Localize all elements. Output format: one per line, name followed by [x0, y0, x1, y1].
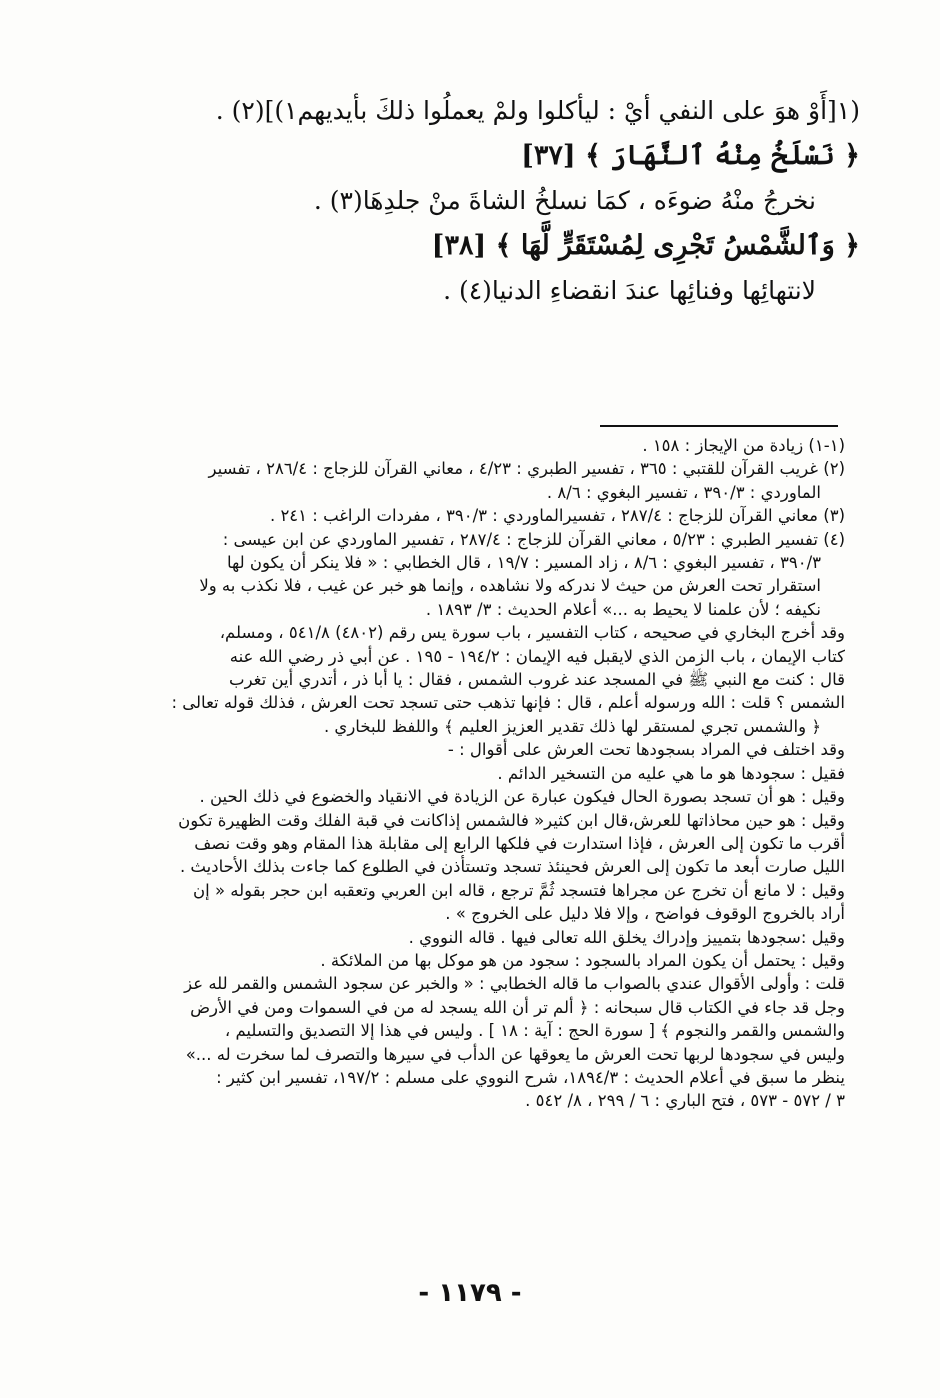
main-text	[60, 88, 860, 313]
footnote-line: ﴿ والشمس تجري لمستقر لها ذلك تقدير العزيز العليم ﴾ واللفظ للبخاري .	[323, 716, 821, 736]
footnote-line: وقيل : هو حين محاذاتها للعرش،قال ابن كثير« فالشمس إذاكانت في قبة الفلك وقت الظهيرة تكون	[178, 810, 845, 830]
footnote-line: وليس في سجودها لربها تحت العرش ما يعوقها عن الدأب في سيرها والتصرف لما سخرت له ...»	[185, 1044, 845, 1064]
main-text-line: نخرجُ منْهُ ضوءَه ، كمَا نسلخُ الشاةَ منْ جلدِهَا(٣) .	[313, 186, 816, 215]
footnote-line: أراد بالخروج الوقوف فواضح ، وإلا فلا دليل على الخروج » .	[445, 904, 845, 924]
footnote-line: (٤) تفسير الطبري : ٥/٢٣ ، معاني القرآن للزجاج : ٢٨٧/٤ ، تفسير الماوردي عن ابن عيسى :	[222, 529, 845, 549]
footnote-separator	[600, 425, 838, 427]
footnote-line: وجل قد جاء في الكتاب قال سبحانه : ﴿ ألم تر أن الله يسجد له من في السموات ومن في الأرض	[190, 997, 845, 1017]
footnote-line: ٣٩٠/٣ ، تفسير البغوي : ٨/٦ ، زاد المسير : ١٩/٧ ، قال الخطابي : « فلا ينكر أن يكون لها	[226, 553, 821, 573]
footnote-line: استقرار تحت العرش من حيث لا ندركه ولا نشاهده ، وإنما هو خبر عن غيب ، فلا نكذب به ولا	[199, 576, 821, 596]
footnote-line: وقيل :سجودها بتمييز وإدراك يخلق الله تعالى فيها . قاله النووي .	[408, 927, 845, 947]
footnote-line: نكيفه ؛ لأن علمنا لا يحيط به ...» أعلام الحديث : ٣/ ١٨٩٣ .	[425, 599, 821, 619]
quran-verse: ﴿ نَسْلَخُ مِنْهُ ٱلنَّهَارَ ﴾ [٣٧]	[521, 140, 860, 171]
quran-verse: ﴿ وَٱلشَّمْسُ تَجْرِى لِمُسْتَقَرٍّ لَّهَا ﴾ [٣٨]	[431, 230, 860, 261]
footnote-line: وقيل : هو أن تسجد بصورة الحال فيكون عبارة عن الزيادة في الانقياد والخضوع في ذلك الحين .	[199, 787, 845, 807]
footnote-line: (١-١) زيادة من الإيجاز : ١٥٨ .	[642, 436, 845, 455]
footnote-line: وقيل : لا مانع أن تخرج عن مجراها فتسجد ثُمَّ ترجع ، قاله ابن العربي وتعقبه ابن حجر بقوله « إن	[193, 880, 845, 900]
main-text-line: لانتهائِها وفنائِها عندَ انقضاءِ الدنيا(٤) .	[443, 276, 816, 305]
footnote-line: وقد اختلف في المراد بسجودها تحت العرش على أقوال : -	[447, 740, 845, 760]
footnote-line: وقيل : يحتمل أن يكون المراد بالسجود : سجود من هو موكل بها من الملائكة .	[320, 950, 845, 970]
footnote-line: الماوردي : ٣٩٠/٣ ، تفسير البغوي : ٨/٦ .	[546, 482, 821, 502]
footnote-line: وقد أخرج البخاري في صحيحه ، كتاب التفسير ، باب سورة يس رقم (٤٨٠٢) ٥٤١/٨ ، ومسلم،	[219, 623, 845, 643]
footnotes	[100, 434, 845, 1113]
page-number: - ١١٧٩ -	[418, 1278, 522, 1308]
footnote-line: (٣) معاني القرآن للزجاج : ٢٨٧/٤ ، تفسيرالماوردي : ٣٩٠/٣ ، مفردات الراغب : ٢٤١ .	[269, 506, 845, 526]
footnote-line: قلت : وأولى الأقوال عندي بالصواب ما قاله الخطابي : « والخبر عن سجود الشمس والقمر لله عز	[184, 974, 845, 994]
footnote-line: فقيل : سجودها هو ما هي عليه من التسخير الدائم .	[497, 763, 845, 783]
footnote-line: أقرب ما تكون إلى العرش ، فإذا استدارت في فلكها الرابع إلى مقابلة هذا المقام وهو وقت نصف	[194, 833, 845, 853]
footnote-line: والشمس والقمر والنجوم ﴾ [ سورة الحج : آية : ١٨ ] . وليس في هذا إلا التصديق والتسليم ،	[224, 1021, 845, 1041]
footnote-line: الليل صارت أبعد ما تكون إلى العرش فحينئذ تسجد وتستأذن في الطلوع كما جاءت بذلك الأحاديث .	[179, 857, 845, 877]
footnote-line: الشمس ؟ قلت : الله ورسوله أعلم ، قال : فإنها تذهب حتى تسجد تحت العرش ، فذلك قوله تعالى :	[171, 693, 845, 713]
footnote-line: ٣ / ٥٧٢ - ٥٧٣ ، فتح الباري : ٦ / ٢٩٩ ، ٨/ ٥٤٢ .	[525, 1091, 845, 1111]
main-text-line: (١[أَوْ هوَ على النفي أيْ : ليأكلوا ولمْ يعملُوا ذلكَ بأيديهم١)](٢) .	[215, 96, 860, 125]
footnote-line: (٢) غريب القرآن للقتبي : ٣٦٥ ، تفسير الطبري : ٤/٢٣ ، معاني القرآن للزجاج : ٢٨٦/٤ ، تفسير	[208, 459, 845, 479]
footnote-line: ينظر ما سبق في أعلام الحديث : ١٨٩٤/٣، شرح النووي على مسلم : ١٩٧/٢، تفسير ابن كثير :	[216, 1067, 845, 1087]
footnote-line: كتاب الإيمان ، باب الزمن الذي لايقبل فيه الإيمان : ١٩٤/٢ - ١٩٥ . عن أبي ذر رضي الله عنه	[229, 646, 845, 666]
footnote-line: قال : كنت مع النبي ﷺ في المسجد عند غروب الشمس ، فقال : يا أبا ذر ، أتدري أين تغرب	[229, 670, 845, 690]
